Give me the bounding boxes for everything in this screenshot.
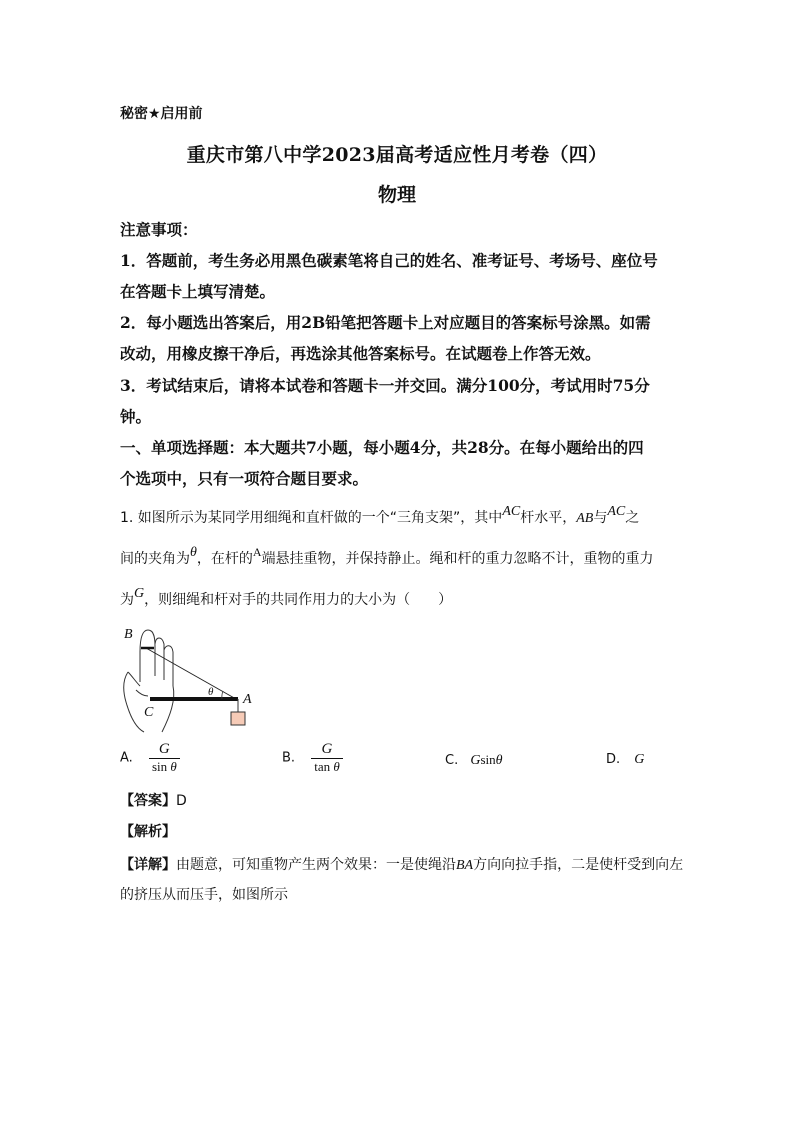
question-text: 之 (625, 510, 640, 526)
note-line: 1．答题前，考生务必用黑色碳素笔将自己的姓名、准考证号、考场号、座位号 (120, 251, 658, 270)
question-text: ，在杆的 (196, 551, 253, 567)
option-C-G: G (470, 753, 481, 768)
note-line: 2．每小题选出答案后，用2B铅笔把答题卡上对应题目的答案标号涂黑。如需 (120, 313, 651, 332)
question-line-1 (120, 504, 640, 527)
function-name: tan (314, 759, 331, 774)
finger-outline (155, 638, 164, 680)
question-text: ，则细绳和杆对手的共同作用力的大小为（ ） (144, 592, 453, 608)
finger-outline (164, 646, 173, 686)
section-heading-line2: 个选项中，只有一项符合题目要求。 (120, 469, 369, 488)
option-B-numerator: G (311, 741, 343, 759)
label-B: B (124, 627, 133, 642)
note-line: 3．考试结束后，请将本试卷和答题卡一并交回。满分100分，考试用时75分 (120, 376, 650, 395)
math-AC: AC (607, 504, 626, 519)
math-BA: BA (456, 858, 474, 873)
option-C-theta: θ (495, 753, 503, 768)
question-text: 端悬挂重物，并保持静止。绳和杆的重力忽略不计，重物的重力 (261, 551, 654, 567)
math-G: G (134, 586, 145, 601)
option-B-denominator (311, 759, 343, 775)
variable-theta: θ (333, 759, 340, 774)
label-C: C (144, 705, 154, 720)
question-text: 杆水平， (520, 510, 577, 526)
analysis-line (120, 821, 176, 841)
option-B-label: B. (282, 750, 296, 766)
question-text: 1. 如图所示为某同学用细绳和直杆做的一个“三角支架”，其中 (120, 510, 503, 526)
thumb-outline (124, 672, 144, 732)
option-D-label: D. (606, 752, 621, 767)
notes-heading: 注意事项： (120, 220, 198, 239)
analysis-tag: 【解析】 (120, 824, 176, 840)
option-C[interactable] (445, 752, 503, 769)
option-A-fraction (149, 741, 180, 775)
option-B[interactable] (282, 741, 343, 775)
question-text: 与 (593, 510, 608, 526)
triangle-bracket-figure (118, 624, 268, 736)
note-line: 钟。 (120, 407, 152, 426)
option-D-G: G (634, 752, 645, 767)
answer-tag: 【答案】 (120, 793, 176, 809)
math-AB: AB (576, 511, 594, 526)
detail-line-2: 的挤压从而压手，如图所示 (120, 887, 288, 903)
math-A: A (252, 545, 262, 559)
detail-line-1 (120, 854, 683, 874)
thumb-outline (128, 672, 140, 686)
option-A[interactable] (120, 741, 180, 775)
answer-line (120, 790, 187, 810)
option-A-denominator (149, 759, 180, 775)
section-heading-line1: 一、单项选择题：本大题共7小题，每小题4分，共28分。在每小题给出的四 (120, 438, 644, 457)
question-line-2 (120, 545, 654, 568)
subject-title: 物理 (377, 184, 416, 206)
label-A: A (243, 692, 252, 707)
detail-text: 方向向拉手指，二是使杆受到向左 (473, 857, 684, 873)
confidential-label: 秘密★启用前 (120, 106, 203, 122)
note-line: 在答题卡上填写清楚。 (120, 282, 276, 301)
question-text: 为 (120, 592, 134, 608)
question-text: 间的夹角为 (120, 551, 190, 567)
hanging-weight (231, 712, 245, 725)
label-theta: θ (208, 686, 214, 698)
option-C-sin: sin (480, 752, 496, 767)
palm-outline (162, 686, 174, 732)
option-B-fraction (311, 741, 343, 775)
question-line-3 (120, 586, 453, 609)
option-A-numerator: G (149, 741, 180, 759)
detail-tag: 【详解】 (120, 857, 176, 873)
option-C-label: C. (445, 753, 459, 768)
exam-title: 重庆市第八中学2023届高考适应性月考卷（四） (186, 144, 608, 166)
math-theta: θ (190, 545, 197, 560)
detail-text: 由题意，可知重物产生两个效果：一是使绳沿 (176, 857, 456, 873)
note-line: 改动，用橡皮擦干净后，再选涂其他答案标号。在试题卷上作答无效。 (120, 344, 601, 363)
function-name: sin (151, 759, 168, 774)
answer-value: D (176, 793, 187, 809)
thumb-crease (136, 690, 148, 696)
option-A-label: A. (120, 750, 133, 766)
variable-theta: θ (170, 759, 177, 774)
finger-outline (140, 630, 155, 676)
math-AC: AC (502, 504, 521, 519)
option-D[interactable] (606, 752, 644, 768)
